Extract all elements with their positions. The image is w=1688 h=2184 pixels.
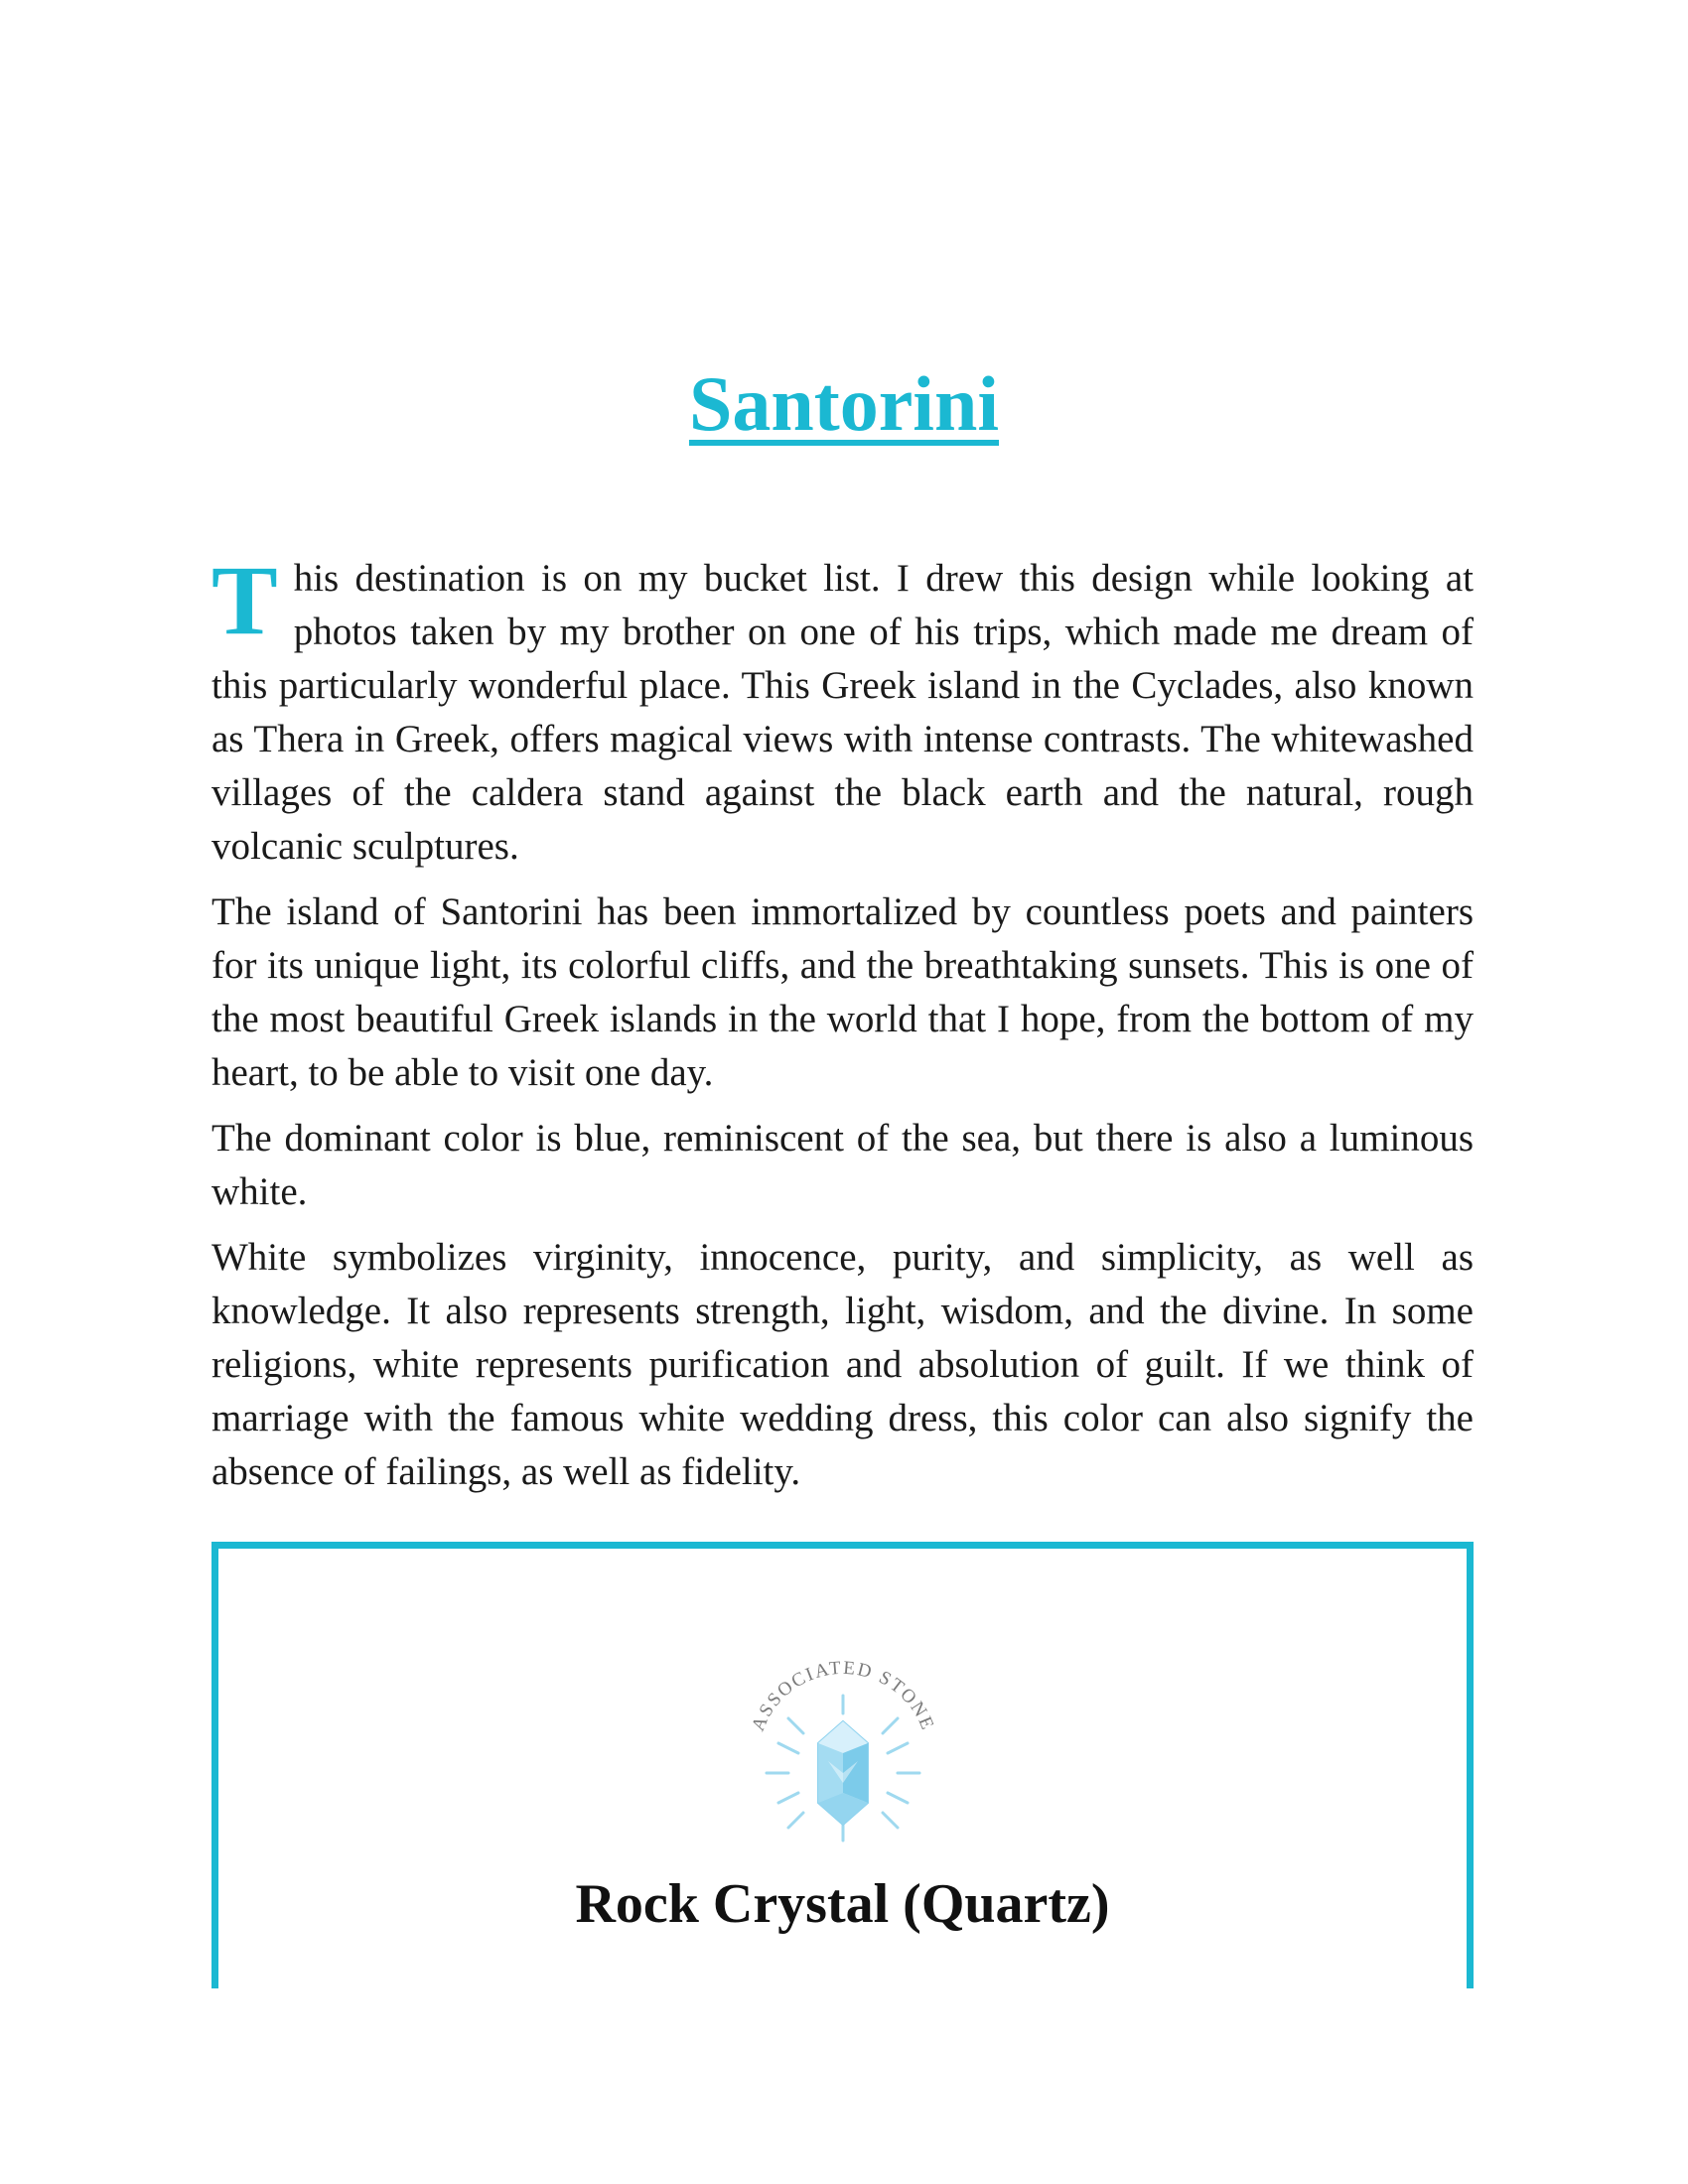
stone-name: Rock Crystal (Quartz) bbox=[575, 1873, 1110, 1935]
paragraph-3: The dominant color is blue, reminiscent of the sea, but there is also a luminous white. bbox=[211, 1117, 1474, 1213]
associated-stone-box bbox=[211, 1542, 1474, 1988]
drop-cap: T bbox=[211, 545, 278, 655]
article-body bbox=[211, 545, 1474, 1511]
associated-stone-logo bbox=[729, 1634, 957, 1862]
paragraph-4: White symbolizes virginity, innocence, purity, and simplicity, as well as knowledge. It also represents strength, light, wisdom, and the divine. In some religions, white represents purification and absolution of guilt. If we think of marriage with the famous white wedding dress, this color can also signify the absence of failings, as well as fidelity. bbox=[211, 1236, 1474, 1493]
paragraph-1 bbox=[211, 545, 1474, 874]
paragraph-1-text: his destination is on my bucket list. I drew this design while looking at photos taken by my brother on one of his trips, which made me dream of this particularly wonderful place. This Greek island in the Cyclades, also known as Thera in Greek, offers magical views with intense contrasts. The whitewashed villages of the caldera stand against the black earth and the natural, rough volcanic sculptures. bbox=[211, 557, 1474, 868]
crystal-gem bbox=[818, 1721, 868, 1825]
paragraph-2: The island of Santorini has been immortalized by countless poets and painters for its unique light, its colorful cliffs, and the breathtaking sunsets. This is one of the most beautiful Greek islands in the world that I hope, from the bottom of my heart, to be able to visit one day. bbox=[211, 890, 1474, 1094]
logo-arc-text: ASSOCIATED STONE bbox=[747, 1657, 938, 1734]
page-title: Santorini bbox=[688, 360, 1000, 447]
